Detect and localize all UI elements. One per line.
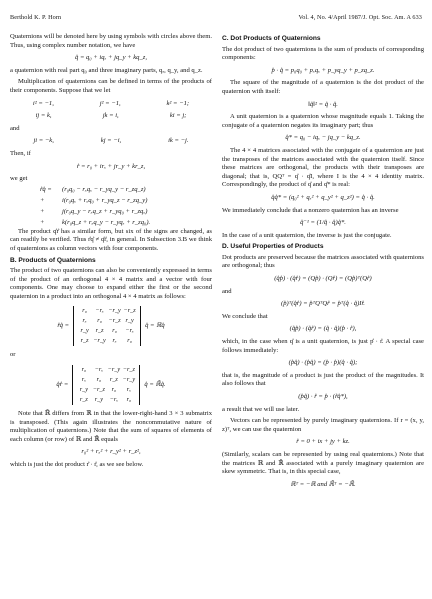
equation-operator: + — [40, 196, 45, 204]
section-heading: C. Dot Products of Quaternions — [222, 35, 321, 42]
matrix-rhs: q̊ = ℝ̄q̊. — [144, 380, 166, 388]
matrix-cell: r_z — [109, 376, 118, 384]
matrix-cell: −r_y — [93, 337, 106, 345]
equation: (p̊)ᵀ(q̊r̊) = p̊ᵀQᵀQr̊ = p̊ᵀ(q̊ · q̊)Ir̊. — [281, 300, 365, 308]
left-column — [10, 33, 212, 473]
text-label: and — [222, 287, 232, 295]
paragraph: We immediately conclude that a nonzero quaternion has an inverse — [222, 206, 399, 214]
matrix-cell: rₓ — [112, 337, 117, 345]
paragraph: Multiplication of quaternions can be defined in terms of the products of their components. Suppose that we let — [10, 78, 212, 94]
equation: i² = −1, — [32, 99, 54, 107]
equation-operator: + — [40, 207, 45, 215]
paragraph: (Similarly, scalars can be represented by using real quaternions.) Note that the matrices ℝ and ℝ̄ associated with a purely imaginary quaternion are skew symmetric. That is, in this special case, — [222, 450, 424, 476]
matrix-cell: −rₓ — [94, 366, 104, 374]
paragraph: The dot product of two quaternions is the sum of products of corresponding components: — [222, 45, 424, 62]
matrix-cell: rₓ — [126, 386, 131, 394]
matrix-cell: −r_z — [122, 366, 135, 374]
equation: q̊ = q₀ + iqₓ + jq_y + kq_z, — [75, 54, 147, 62]
equation-row-cyclic — [10, 112, 212, 121]
matrix-cell: r₀ — [112, 327, 117, 335]
matrix-cell: r_y — [125, 317, 134, 325]
matrix-cell: rₓ — [81, 376, 86, 384]
running-head-author: Berthold K. P. Horn — [10, 14, 62, 21]
equation-row-squares — [10, 100, 212, 109]
equation: (q̊p̊) · (q̊r̊) = (Qp̊) · (Qr̊) = (Qp̊)ᵀ(Qr̊) — [274, 275, 372, 283]
equation: (p̊q̊) · r̊ = p̊ · (r̊q̊*), — [298, 393, 348, 400]
paragraph: a result that we will use later. — [222, 405, 300, 413]
matrix-cell: r_y — [80, 327, 89, 335]
matrix-R-bar — [72, 365, 140, 405]
paragraph: Dot products are preserved because the matrices associated with quaternions are orthogonal; thus — [222, 253, 424, 270]
matrix-cell: −r_y — [107, 366, 121, 374]
equation-line — [40, 195, 212, 206]
equation: p̊ · q̊ = p₀q₀ + pₓqₓ + p_yq_y + p_zq_z. — [271, 66, 375, 74]
paragraph: The 4 × 4 matrices associated with the conjugate of a quaternion are just the transposes of the matrices associated with the quaternion itself. Since these matrices are orthogonal, the products with their transposes are diagonal; that is, QQᵀ = q̊ · q̊I, where I is the 4 × 4 identity matrix. Correspondingly, the product of q̊ and q̊* is real: — [222, 146, 424, 189]
equation-term: k(r₀q_z + rₓq_y − r_yqₓ + r_zq₀). — [62, 218, 151, 226]
matrix-cell: −r_z — [108, 317, 121, 325]
matrix-cell: r_z — [79, 396, 88, 404]
text-label: Then, if — [10, 149, 31, 157]
matrix-rhs: q̊ = ℝq̊ — [145, 322, 165, 330]
right-column — [222, 33, 424, 493]
paragraph: which is just the dot product r̊ · r̊, as we see below. — [10, 461, 144, 469]
matrix-cell: r₀ — [96, 376, 102, 384]
equation-line — [40, 184, 212, 195]
equation: r₀² + rₓ² + r_y² + r_z², — [81, 448, 141, 456]
paragraph: that is, the magnitude of a product is just the product of the magnitudes. It also follows that — [222, 371, 424, 388]
equation: r̊ = 0 + ix + jy + kz. — [296, 438, 350, 446]
matrix-cell: −r_y — [122, 376, 136, 384]
paragraph: a quaternion with real part q₀ and three imaginary parts, qₓ, q_y, and q_z. — [10, 66, 203, 74]
paragraph: which, in the case when q̊ is a unit quaternion, is just p̊ · r̊. A special case follows immediately: — [222, 338, 424, 354]
matrix-cell: −r_y — [108, 307, 121, 315]
matrix-lhs: r̊q̊ = — [57, 322, 70, 330]
paragraph: Vectors can be represented by purely imaginary quaternions. If r = (x, y, z)ᵀ, we can use the quaternion — [222, 417, 424, 433]
matrix-cell: −r_z — [123, 307, 136, 315]
section-heading: D. Useful Properties of Products — [222, 243, 324, 251]
text-label: and — [10, 124, 20, 132]
section-heading: B. Products of Quaternions — [10, 256, 96, 264]
equation: ij = k, — [35, 112, 52, 120]
paragraph: The product q̊r̊ has a similar form, but six of the signs are changed, as can readily be verified. Thus r̊q̊ ≠ q̊r̊, in general. In Subsection 3.B we think of quaternions as column vectors with four components. — [10, 227, 212, 252]
equation: (q̊p̊) · (q̊r̊) = (q̊ · q̊)(p̊ · r̊), — [289, 325, 357, 333]
equation: q̊* = q₀ − iqₓ − jq_y − kq_z. — [285, 134, 361, 142]
running-head-journal: Vol. 4, No. 4/April 1987/J. Opt. Soc. Am. A 633 — [298, 14, 422, 21]
equation: q̊q̊* = (q₀² + qₓ² + q_y² + q_z²) = q̊ · q̊. — [271, 193, 375, 201]
matrix-cell: r_z — [80, 337, 89, 345]
text-label: or — [10, 351, 16, 359]
product-expansion — [10, 184, 212, 228]
paragraph: The product of two quaternions can also be conveniently expressed in terms of the product of an orthogonal 4 × 4 matrix and a vector with four components. One may choose to expand either the first or the second quaternion in a product into an orthogonal 4 × 4 matrix as follows: — [10, 267, 212, 300]
paragraph: Quaternions will be denoted here by using symbols with circles above them. Thus, using complex number notation, we have — [10, 33, 212, 49]
matrix-cell: r₀ — [97, 317, 102, 325]
matrix-cell: r₀ — [81, 366, 87, 374]
equation: q̊⁻¹ = (1/q̊ · q̊)q̊*. — [300, 219, 346, 227]
equation-operator: + — [40, 218, 45, 226]
equation: ‖q̊‖² = q̊ · q̊. — [308, 100, 338, 108]
matrix-cell: −rₓ — [109, 396, 119, 404]
equation-line — [40, 206, 212, 217]
equation: kj = −i, — [100, 137, 122, 145]
matrix-R — [73, 306, 141, 346]
matrix-cell: r₀ — [82, 307, 87, 315]
equation-line — [40, 217, 212, 228]
equation: ℝᵀ = −ℝ and ℝ̄ᵀ = −ℝ̄. — [290, 480, 356, 488]
equation-operator: r̊q̊ = — [40, 185, 52, 193]
matrix-cell: r₀ — [127, 337, 132, 345]
equation: j² = −1, — [99, 99, 121, 107]
equation: ik = −j. — [168, 137, 189, 145]
matrix-cell: r₀ — [111, 386, 117, 394]
matrix-equation-right — [10, 365, 212, 405]
equation-term: (r₀q₀ − rₓqₓ − r_yq_y − r_zq_z) — [62, 185, 146, 193]
matrix-cell: r₀ — [126, 396, 132, 404]
text-label: we get — [10, 175, 28, 183]
equation: (p̊q̊) · (p̊q̊) = (p̊ · p̊)(q̊ · q̊); — [288, 359, 358, 367]
matrix-cell: r_y — [79, 386, 88, 394]
equation-row-anticommute — [10, 137, 212, 146]
matrix-cell: r_z — [95, 327, 104, 335]
equation: ki = j; — [169, 112, 187, 120]
paragraph: The square of the magnitude of a quaternion is the dot product of the quaternion with itself: — [222, 79, 424, 95]
matrix-cell: −r_z — [92, 386, 105, 394]
matrix-cell: rₓ — [82, 317, 87, 325]
matrix-equation-left — [10, 306, 212, 346]
equation: r̊ = r₀ + irₓ + jr_y + kr_z, — [76, 162, 146, 170]
equation: k² = −1; — [166, 99, 190, 107]
matrix-lhs: q̊r̊ = — [56, 380, 69, 388]
matrix-cell: −rₓ — [125, 327, 134, 335]
matrix-cell: −rₓ — [95, 307, 104, 315]
paragraph: Note that ℝ̄ differs from ℝ in that the lower-right-hand 3 × 3 submatrix is transposed. (This again illustrates the noncommutative nature of multiplication of quaternions.) Note that the sum of squares of elements of each column (or row) of ℝ and ℝ̄ equals — [10, 410, 212, 443]
equation-term: j(r₀q_y − rₓq_z + r_yq₀ + r_zqₓ) — [62, 207, 148, 215]
equation: ji = −k, — [33, 137, 54, 145]
equation-term: i(r₀qₓ + rₓq₀ + r_yq_z − r_zq_y) — [62, 196, 148, 204]
paragraph: A unit quaternion is a quaternion whose magnitude equals 1. Taking the conjugate of a quaternion negates its imaginary part; thus — [222, 113, 424, 129]
paragraph: In the case of a unit quaternion, the inverse is just the conjugate. — [222, 231, 392, 239]
paragraph: We conclude that — [222, 312, 268, 320]
matrix-cell: r_y — [94, 396, 103, 404]
equation: jk = i, — [102, 112, 119, 120]
